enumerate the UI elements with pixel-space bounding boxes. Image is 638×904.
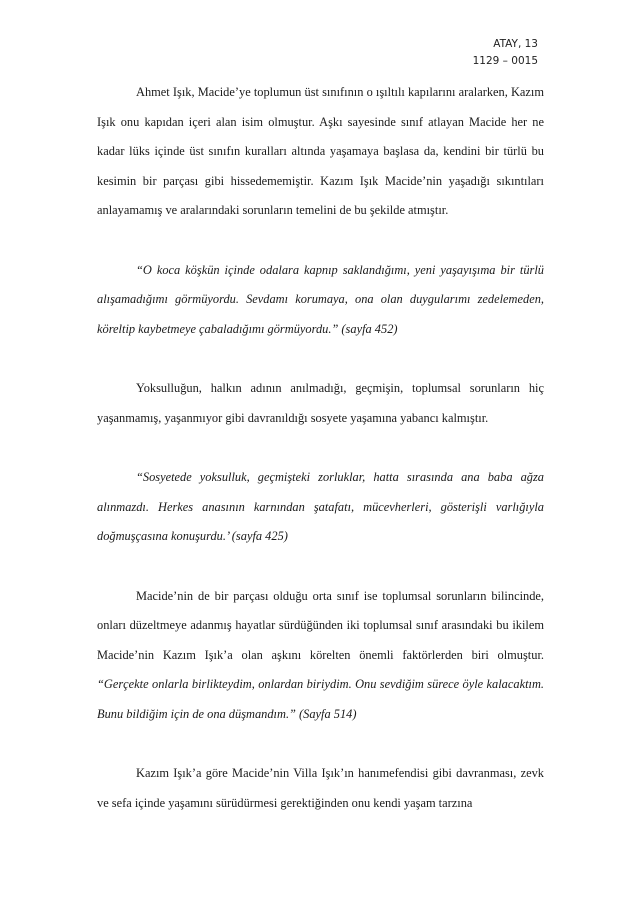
paragraph: Yoksulluğun, halkın adının anılmadığı, geçmişin, toplumsal sorunların hiç yaşanmamış, yaşanmıyor gibi davranıldığı sosyete yaşamına yabancı kalmıştır. — [97, 381, 544, 425]
quote-paragraph: “O koca köşkün içinde odalara kapnıp saklandığımı, yeni yaşayışıma bir türlü alışamadığımı görmüyordu. Sevdamı korumaya, ona olan duygularımı zedelemeden, köreltip kaybetmeye çabaladığımı görmüyordu.” (sayfa 452) — [97, 262, 544, 336]
paragraph: Kazım Işık’a göre Macide’nin Villa Işık’ın hanımefendisi gibi davranması, zevk ve sefa içinde yaşamını sürüdürmesi gerektiğinden onu kendi yaşam tarzına — [97, 766, 544, 810]
document-body — [97, 78, 544, 818]
header-id-line: 1129 – 0015 — [472, 55, 538, 67]
quote-paragraph: “Sosyetede yoksulluk, geçmişteki zorluklar, hatta sırasında ana baba ağza alınmazdı. Herkes anasının karnından şatafatı, mücevherleri, gösterişli varlığıyla doğmuşçasına konuşurdu.’ (sayfa 425) — [97, 470, 544, 543]
page-header — [473, 36, 538, 70]
paragraph-with-quote — [97, 582, 544, 730]
header-author-line: ATAY, 13 — [493, 38, 538, 50]
inline-quote: “Gerçekte onlarla birlikteydim, onlardan biriydim. Onu sevdiğim sürece öyle kalacaktım. Bunu bildiğim için de ona düşmandım.” (Sayfa 514) — [97, 677, 544, 721]
paragraph: Ahmet Işık, Macide’ye toplumun üst sınıfının o ışıltılı kapılarını aralarken, Kazım Işık onu kapıdan içeri alan isim olmuştur. Aşkı sayesinde sınıf atlayan Macide her ne kadar lüks içinde üst sınıfın kuralları altında yaşamaya başlasa da, kendini bir türlü bu kesimin bir parçası gibi hissedememiştir. Kazım Işık Macide’nin yaşadığı sıkıntıları anlayamamış ve aralarındaki sorunların temelini de bu şekilde atmıştır. — [97, 85, 544, 217]
paragraph-text: Macide’nin de bir parçası olduğu orta sınıf ise toplumsal sorunların bilincinde, onları düzeltmeye adanmış hayatlar sürdüğünden iki toplumsal sınıf arasındaki bu ikilem Macide’nin Kazım Işık’a olan aşkını körelten önemli faktörlerden biri olmuştur. — [97, 588, 544, 662]
